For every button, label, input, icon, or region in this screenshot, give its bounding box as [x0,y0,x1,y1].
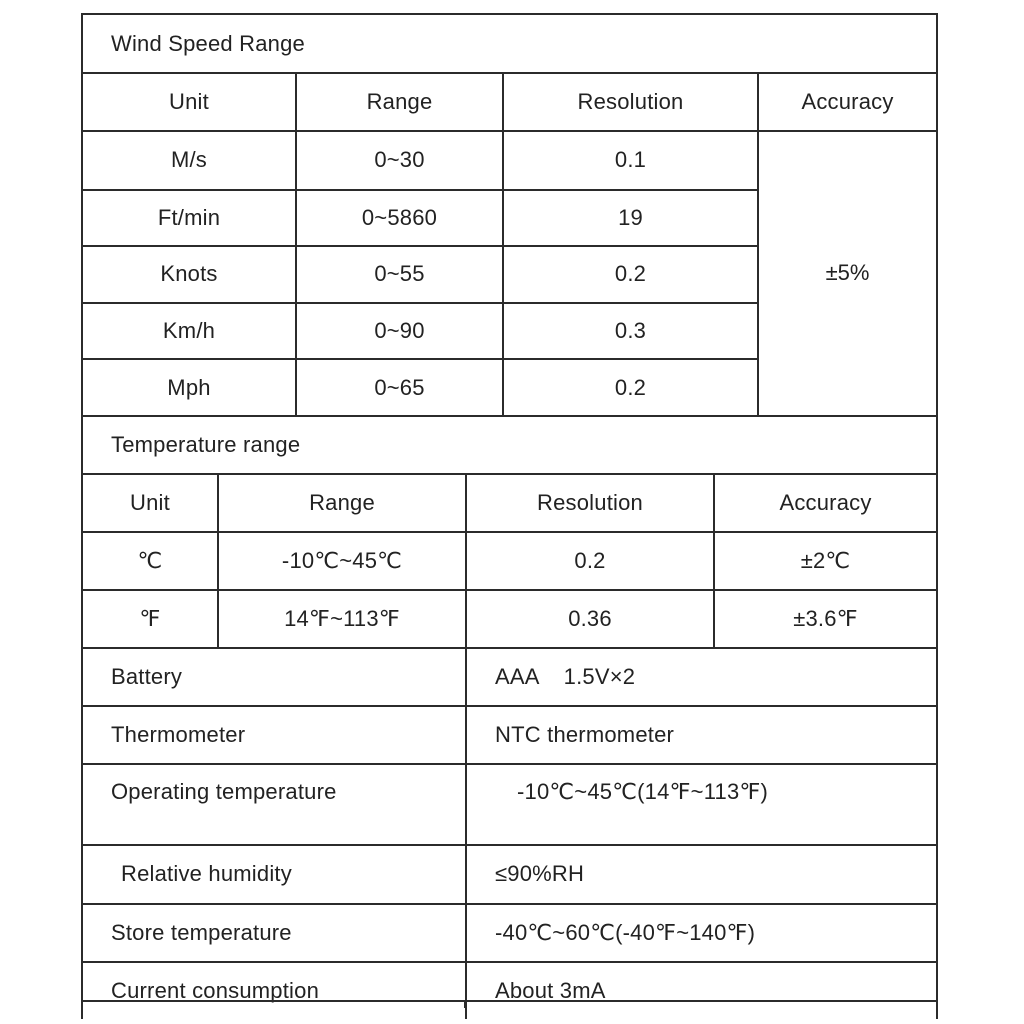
wind-unit: M/s [170,147,208,173]
wind-header-range: Range [295,74,502,130]
wind-header-accuracy: Accuracy [757,74,936,130]
wind-unit: Knots [160,261,218,287]
spec-row-relative-humidity [81,844,938,903]
table-row [83,189,757,246]
table-row [83,358,757,415]
temp-header-range: Range [217,475,465,531]
wind-range: 0~55 [295,247,502,302]
wind-resolution: 0.2 [502,247,757,302]
wind-range: 0~65 [295,360,502,415]
wind-resolution: 0.1 [502,132,757,189]
spec-row-thermometer [81,705,938,763]
wind-header-resolution: Resolution [502,74,757,130]
spec-row-store-temperature [81,903,938,961]
temp-unit: ℃ [137,547,163,573]
table-row [83,245,757,302]
wind-section-title-row [81,13,938,72]
table-border-tick [81,1000,83,1008]
wind-resolution: 19 [502,191,757,246]
wind-header-unit: Unit [169,89,209,114]
table-border-tick [464,1000,466,1008]
wind-unit: Ft/min [157,204,221,230]
spec-value: NTC thermometer [465,707,936,763]
spec-value: About 3mA [465,963,936,1019]
spec-label: Thermometer [111,721,246,747]
wind-range: 0~30 [295,132,502,189]
table-border-tick [936,1000,938,1008]
table-row [81,531,938,589]
temp-unit: ℉ [139,605,161,631]
spec-value: -10℃~45℃(14℉~113℉) [465,765,936,844]
temp-header-unit: Unit [130,489,170,515]
wind-header-row [81,72,938,130]
spec-label: Current consumption [111,977,320,1003]
temp-accuracy: ±2℃ [713,533,936,589]
table-row [81,589,938,647]
spec-value: -40℃~60℃(-40℉~140℉) [465,905,936,961]
spec-value: ≤90%RH [465,846,936,903]
wind-accuracy: ±5% [757,132,936,415]
spec-label: Battery [111,663,183,689]
spec-value: AAA 1.5V×2 [465,649,936,705]
spec-row-battery [81,647,938,705]
temp-range: 14℉~113℉ [217,591,465,647]
wind-table-body [81,130,938,415]
wind-unit: Km/h [162,318,216,344]
temp-resolution: 0.36 [465,591,713,647]
temp-resolution: 0.2 [465,533,713,589]
wind-unit: Mph [167,374,211,400]
table-row [83,132,757,189]
temperature-section-title-row [81,415,938,473]
wind-range: 0~5860 [295,191,502,246]
temperature-header-row [81,473,938,531]
wind-range: 0~90 [295,304,502,359]
temp-accuracy: ±3.6℉ [713,591,936,647]
spec-label: Store temperature [111,919,292,945]
spec-sheet [81,13,938,1019]
table-row [83,302,757,359]
temp-header-accuracy: Accuracy [713,475,936,531]
spec-row-current-consumption [81,961,938,1019]
temperature-section-title: Temperature range [111,431,301,457]
temp-range: -10℃~45℃ [217,533,465,589]
spec-row-operating-temperature [81,763,938,844]
spec-label: Operating temperature [111,778,337,804]
spec-label: Relative humidity [121,861,292,887]
temp-header-resolution: Resolution [465,475,713,531]
wind-resolution: 0.3 [502,304,757,359]
wind-section-title: Wind Speed Range [111,30,305,56]
table-bottom-border [81,1000,938,1002]
wind-resolution: 0.2 [502,360,757,415]
